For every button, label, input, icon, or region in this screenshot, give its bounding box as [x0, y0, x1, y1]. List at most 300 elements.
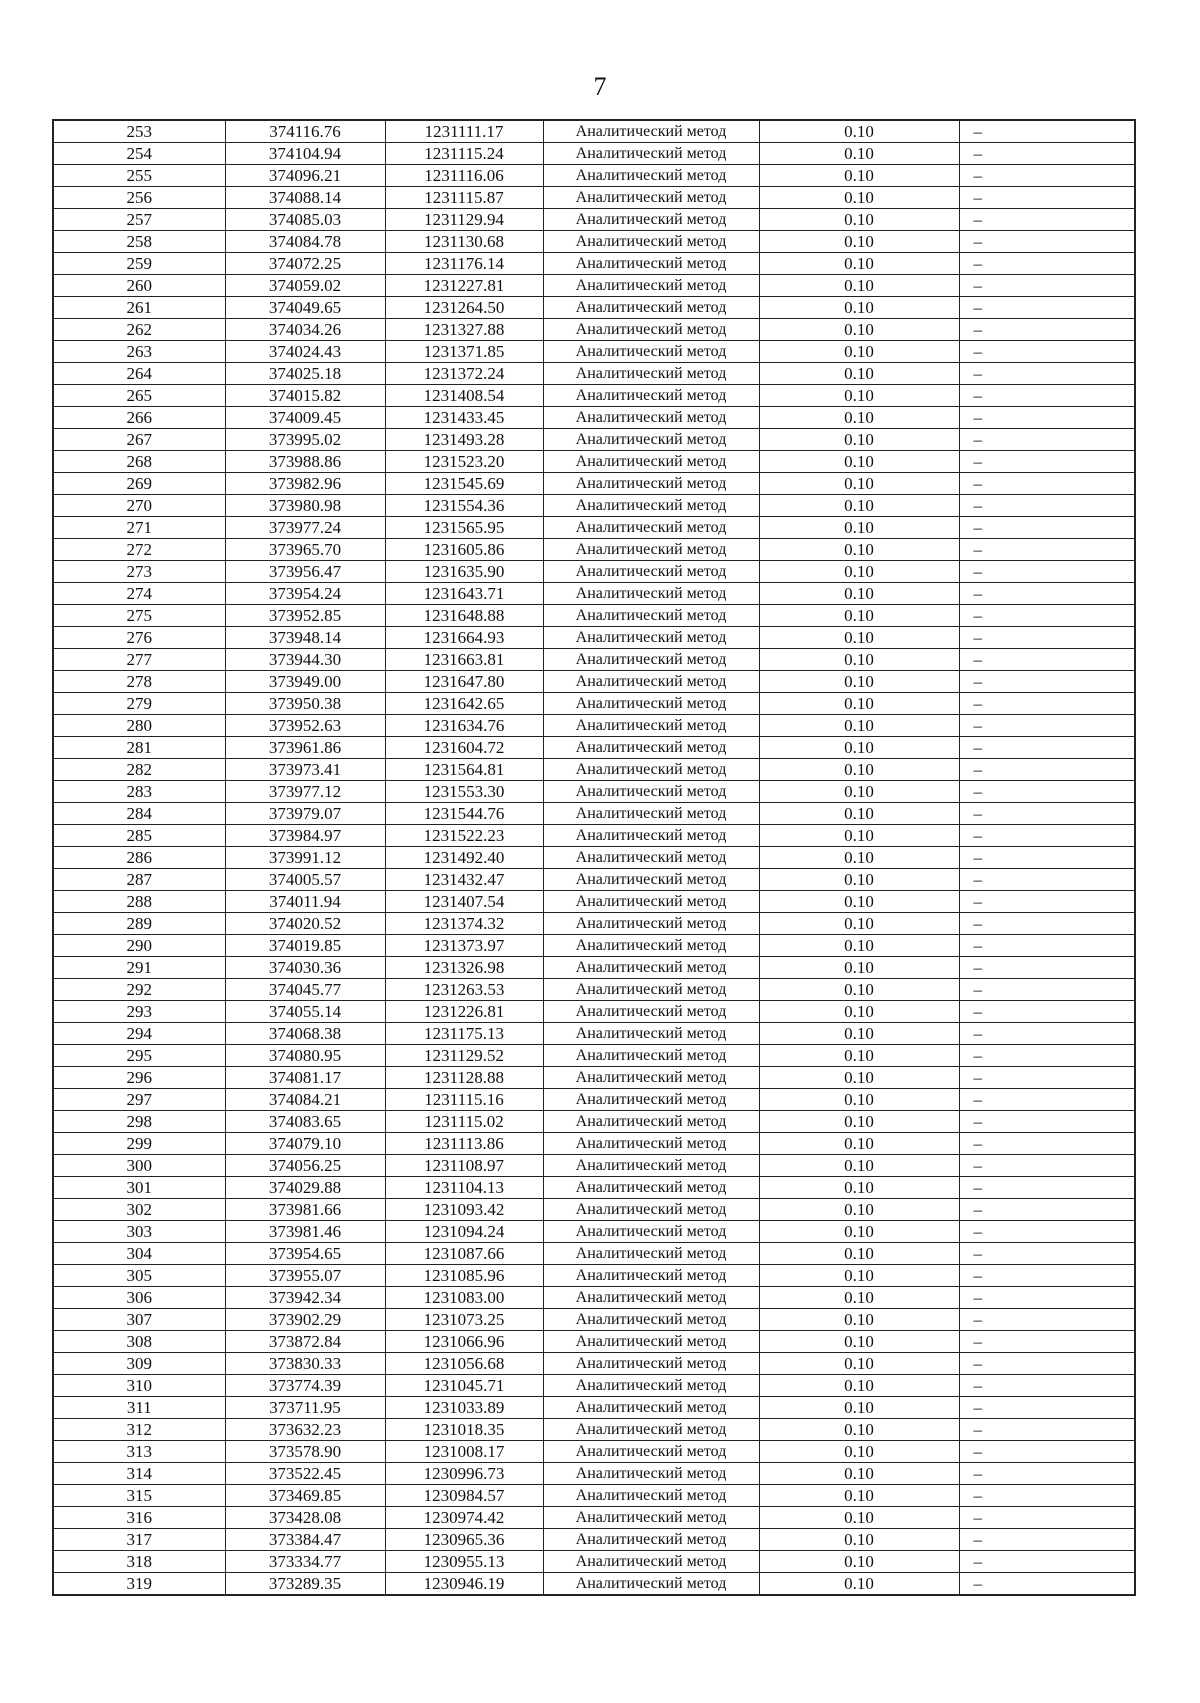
- x-coordinate-cell: 373973.41: [225, 759, 385, 781]
- y-coordinate-cell: 1231094.24: [385, 1221, 543, 1243]
- point-number-cell: 307: [53, 1309, 225, 1331]
- x-coordinate-cell: 373774.39: [225, 1375, 385, 1397]
- precision-cell: 0.10: [759, 1023, 959, 1045]
- note-cell: –: [959, 187, 1135, 209]
- y-coordinate-cell: 1231093.42: [385, 1199, 543, 1221]
- x-coordinate-cell: 374019.85: [225, 935, 385, 957]
- precision-cell: 0.10: [759, 143, 959, 165]
- point-number-cell: 294: [53, 1023, 225, 1045]
- table-row: [53, 583, 1135, 605]
- point-number-cell: 314: [53, 1463, 225, 1485]
- note-cell: –: [959, 429, 1135, 451]
- x-coordinate-cell: 373952.63: [225, 715, 385, 737]
- point-number-cell: 306: [53, 1287, 225, 1309]
- x-coordinate-cell: 373902.29: [225, 1309, 385, 1331]
- method-cell: Аналитический метод: [543, 1155, 759, 1177]
- method-cell: Аналитический метод: [543, 120, 759, 143]
- table-row: [53, 1551, 1135, 1573]
- x-coordinate-cell: 374015.82: [225, 385, 385, 407]
- method-cell: Аналитический метод: [543, 825, 759, 847]
- precision-cell: 0.10: [759, 517, 959, 539]
- x-coordinate-cell: 373830.33: [225, 1353, 385, 1375]
- precision-cell: 0.10: [759, 1485, 959, 1507]
- x-coordinate-cell: 374049.65: [225, 297, 385, 319]
- precision-cell: 0.10: [759, 1573, 959, 1596]
- table-row: [53, 825, 1135, 847]
- point-number-cell: 303: [53, 1221, 225, 1243]
- point-number-cell: 257: [53, 209, 225, 231]
- method-cell: Аналитический метод: [543, 385, 759, 407]
- table-row: [53, 231, 1135, 253]
- table-row: [53, 847, 1135, 869]
- y-coordinate-cell: 1231523.20: [385, 451, 543, 473]
- note-cell: –: [959, 451, 1135, 473]
- x-coordinate-cell: 374059.02: [225, 275, 385, 297]
- y-coordinate-cell: 1231129.94: [385, 209, 543, 231]
- y-coordinate-cell: 1231408.54: [385, 385, 543, 407]
- note-cell: –: [959, 715, 1135, 737]
- note-cell: –: [959, 341, 1135, 363]
- point-number-cell: 261: [53, 297, 225, 319]
- x-coordinate-cell: 374081.17: [225, 1067, 385, 1089]
- point-number-cell: 289: [53, 913, 225, 935]
- note-cell: –: [959, 1001, 1135, 1023]
- note-cell: –: [959, 1573, 1135, 1596]
- precision-cell: 0.10: [759, 120, 959, 143]
- precision-cell: 0.10: [759, 473, 959, 495]
- x-coordinate-cell: 373522.45: [225, 1463, 385, 1485]
- y-coordinate-cell: 1231407.54: [385, 891, 543, 913]
- method-cell: Аналитический метод: [543, 143, 759, 165]
- x-coordinate-cell: 374116.76: [225, 120, 385, 143]
- x-coordinate-cell: 374009.45: [225, 407, 385, 429]
- note-cell: –: [959, 385, 1135, 407]
- note-cell: –: [959, 1331, 1135, 1353]
- method-cell: Аналитический метод: [543, 1133, 759, 1155]
- precision-cell: 0.10: [759, 1045, 959, 1067]
- x-coordinate-cell: 373982.96: [225, 473, 385, 495]
- x-coordinate-cell: 373632.23: [225, 1419, 385, 1441]
- precision-cell: 0.10: [759, 385, 959, 407]
- method-cell: Аналитический метод: [543, 319, 759, 341]
- x-coordinate-cell: 374085.03: [225, 209, 385, 231]
- note-cell: –: [959, 473, 1135, 495]
- method-cell: Аналитический метод: [543, 473, 759, 495]
- x-coordinate-cell: 373954.24: [225, 583, 385, 605]
- point-number-cell: 315: [53, 1485, 225, 1507]
- table-row: [53, 693, 1135, 715]
- method-cell: Аналитический метод: [543, 913, 759, 935]
- note-cell: –: [959, 1353, 1135, 1375]
- point-number-cell: 319: [53, 1573, 225, 1596]
- coordinates-table: [52, 119, 1136, 1596]
- y-coordinate-cell: 1231371.85: [385, 341, 543, 363]
- y-coordinate-cell: 1231113.86: [385, 1133, 543, 1155]
- table-row: [53, 759, 1135, 781]
- note-cell: –: [959, 1485, 1135, 1507]
- note-cell: –: [959, 1045, 1135, 1067]
- method-cell: Аналитический метод: [543, 1089, 759, 1111]
- method-cell: Аналитический метод: [543, 451, 759, 473]
- point-number-cell: 269: [53, 473, 225, 495]
- table-row: [53, 627, 1135, 649]
- table-row: [53, 253, 1135, 275]
- method-cell: Аналитический метод: [543, 341, 759, 363]
- table-row: [53, 143, 1135, 165]
- y-coordinate-cell: 1231634.76: [385, 715, 543, 737]
- y-coordinate-cell: 1231115.24: [385, 143, 543, 165]
- x-coordinate-cell: 374011.94: [225, 891, 385, 913]
- point-number-cell: 316: [53, 1507, 225, 1529]
- point-number-cell: 284: [53, 803, 225, 825]
- y-coordinate-cell: 1230984.57: [385, 1485, 543, 1507]
- table-row: [53, 495, 1135, 517]
- precision-cell: 0.10: [759, 407, 959, 429]
- note-cell: –: [959, 1441, 1135, 1463]
- precision-cell: 0.10: [759, 1067, 959, 1089]
- method-cell: Аналитический метод: [543, 187, 759, 209]
- precision-cell: 0.10: [759, 671, 959, 693]
- precision-cell: 0.10: [759, 957, 959, 979]
- y-coordinate-cell: 1230996.73: [385, 1463, 543, 1485]
- precision-cell: 0.10: [759, 847, 959, 869]
- x-coordinate-cell: 373979.07: [225, 803, 385, 825]
- precision-cell: 0.10: [759, 1551, 959, 1573]
- precision-cell: 0.10: [759, 693, 959, 715]
- method-cell: Аналитический метод: [543, 275, 759, 297]
- x-coordinate-cell: 373981.46: [225, 1221, 385, 1243]
- x-coordinate-cell: 373711.95: [225, 1397, 385, 1419]
- y-coordinate-cell: 1231565.95: [385, 517, 543, 539]
- method-cell: Аналитический метод: [543, 165, 759, 187]
- point-number-cell: 275: [53, 605, 225, 627]
- note-cell: –: [959, 891, 1135, 913]
- x-coordinate-cell: 374005.57: [225, 869, 385, 891]
- precision-cell: 0.10: [759, 649, 959, 671]
- note-cell: –: [959, 1309, 1135, 1331]
- y-coordinate-cell: 1231493.28: [385, 429, 543, 451]
- table-row: [53, 539, 1135, 561]
- method-cell: Аналитический метод: [543, 847, 759, 869]
- table-row: [53, 803, 1135, 825]
- note-cell: –: [959, 759, 1135, 781]
- method-cell: Аналитический метод: [543, 1221, 759, 1243]
- precision-cell: 0.10: [759, 1397, 959, 1419]
- note-cell: –: [959, 1199, 1135, 1221]
- note-cell: –: [959, 209, 1135, 231]
- table-row: [53, 1133, 1135, 1155]
- method-cell: Аналитический метод: [543, 209, 759, 231]
- method-cell: Аналитический метод: [543, 363, 759, 385]
- point-number-cell: 291: [53, 957, 225, 979]
- y-coordinate-cell: 1231083.00: [385, 1287, 543, 1309]
- y-coordinate-cell: 1231605.86: [385, 539, 543, 561]
- precision-cell: 0.10: [759, 231, 959, 253]
- precision-cell: 0.10: [759, 1331, 959, 1353]
- table-row: [53, 1573, 1135, 1596]
- point-number-cell: 309: [53, 1353, 225, 1375]
- y-coordinate-cell: 1231373.97: [385, 935, 543, 957]
- x-coordinate-cell: 374030.36: [225, 957, 385, 979]
- precision-cell: 0.10: [759, 935, 959, 957]
- point-number-cell: 277: [53, 649, 225, 671]
- x-coordinate-cell: 373289.35: [225, 1573, 385, 1596]
- point-number-cell: 271: [53, 517, 225, 539]
- precision-cell: 0.10: [759, 1155, 959, 1177]
- note-cell: –: [959, 297, 1135, 319]
- point-number-cell: 295: [53, 1045, 225, 1067]
- precision-cell: 0.10: [759, 803, 959, 825]
- table-row: [53, 1463, 1135, 1485]
- x-coordinate-cell: 373334.77: [225, 1551, 385, 1573]
- y-coordinate-cell: 1231545.69: [385, 473, 543, 495]
- y-coordinate-cell: 1231033.89: [385, 1397, 543, 1419]
- method-cell: Аналитический метод: [543, 1397, 759, 1419]
- precision-cell: 0.10: [759, 1243, 959, 1265]
- y-coordinate-cell: 1231544.76: [385, 803, 543, 825]
- table-row: [53, 1309, 1135, 1331]
- precision-cell: 0.10: [759, 297, 959, 319]
- precision-cell: 0.10: [759, 451, 959, 473]
- method-cell: Аналитический метод: [543, 1507, 759, 1529]
- table-row: [53, 605, 1135, 627]
- precision-cell: 0.10: [759, 561, 959, 583]
- x-coordinate-cell: 373954.65: [225, 1243, 385, 1265]
- table-row: [53, 1199, 1135, 1221]
- note-cell: –: [959, 1463, 1135, 1485]
- note-cell: –: [959, 561, 1135, 583]
- y-coordinate-cell: 1231642.65: [385, 693, 543, 715]
- y-coordinate-cell: 1231522.23: [385, 825, 543, 847]
- note-cell: –: [959, 539, 1135, 561]
- note-cell: –: [959, 495, 1135, 517]
- point-number-cell: 300: [53, 1155, 225, 1177]
- x-coordinate-cell: 374034.26: [225, 319, 385, 341]
- y-coordinate-cell: 1231108.97: [385, 1155, 543, 1177]
- table-row: [53, 1023, 1135, 1045]
- point-number-cell: 265: [53, 385, 225, 407]
- y-coordinate-cell: 1231554.36: [385, 495, 543, 517]
- table-row: [53, 363, 1135, 385]
- table-row: [53, 1155, 1135, 1177]
- table-row: [53, 275, 1135, 297]
- method-cell: Аналитический метод: [543, 495, 759, 517]
- precision-cell: 0.10: [759, 1441, 959, 1463]
- method-cell: Аналитический метод: [543, 605, 759, 627]
- y-coordinate-cell: 1231227.81: [385, 275, 543, 297]
- point-number-cell: 267: [53, 429, 225, 451]
- y-coordinate-cell: 1231073.25: [385, 1309, 543, 1331]
- point-number-cell: 268: [53, 451, 225, 473]
- precision-cell: 0.10: [759, 539, 959, 561]
- table-row: [53, 165, 1135, 187]
- method-cell: Аналитический метод: [543, 803, 759, 825]
- y-coordinate-cell: 1231130.68: [385, 231, 543, 253]
- table-row: [53, 319, 1135, 341]
- precision-cell: 0.10: [759, 583, 959, 605]
- point-number-cell: 311: [53, 1397, 225, 1419]
- table-row: [53, 1089, 1135, 1111]
- table-row: [53, 1067, 1135, 1089]
- x-coordinate-cell: 373965.70: [225, 539, 385, 561]
- table-row: [53, 1111, 1135, 1133]
- table-row: [53, 957, 1135, 979]
- table-row: [53, 1331, 1135, 1353]
- y-coordinate-cell: 1231226.81: [385, 1001, 543, 1023]
- x-coordinate-cell: 373991.12: [225, 847, 385, 869]
- note-cell: –: [959, 1089, 1135, 1111]
- point-number-cell: 253: [53, 120, 225, 143]
- point-number-cell: 297: [53, 1089, 225, 1111]
- y-coordinate-cell: 1231111.17: [385, 120, 543, 143]
- table-row: [53, 979, 1135, 1001]
- point-number-cell: 296: [53, 1067, 225, 1089]
- table-row: [53, 671, 1135, 693]
- table-row: [53, 187, 1135, 209]
- note-cell: –: [959, 693, 1135, 715]
- note-cell: –: [959, 231, 1135, 253]
- point-number-cell: 273: [53, 561, 225, 583]
- table-row: [53, 561, 1135, 583]
- precision-cell: 0.10: [759, 1375, 959, 1397]
- point-number-cell: 276: [53, 627, 225, 649]
- note-cell: –: [959, 517, 1135, 539]
- x-coordinate-cell: 374104.94: [225, 143, 385, 165]
- precision-cell: 0.10: [759, 759, 959, 781]
- point-number-cell: 317: [53, 1529, 225, 1551]
- method-cell: Аналитический метод: [543, 979, 759, 1001]
- y-coordinate-cell: 1231115.16: [385, 1089, 543, 1111]
- point-number-cell: 282: [53, 759, 225, 781]
- point-number-cell: 278: [53, 671, 225, 693]
- table-row: [53, 385, 1135, 407]
- point-number-cell: 293: [53, 1001, 225, 1023]
- precision-cell: 0.10: [759, 869, 959, 891]
- y-coordinate-cell: 1231432.47: [385, 869, 543, 891]
- point-number-cell: 259: [53, 253, 225, 275]
- x-coordinate-cell: 373944.30: [225, 649, 385, 671]
- table-row: [53, 913, 1135, 935]
- y-coordinate-cell: 1231087.66: [385, 1243, 543, 1265]
- point-number-cell: 286: [53, 847, 225, 869]
- point-number-cell: 308: [53, 1331, 225, 1353]
- note-cell: –: [959, 869, 1135, 891]
- x-coordinate-cell: 374029.88: [225, 1177, 385, 1199]
- method-cell: Аналитический метод: [543, 869, 759, 891]
- note-cell: –: [959, 1221, 1135, 1243]
- method-cell: Аналитический метод: [543, 1001, 759, 1023]
- y-coordinate-cell: 1231647.80: [385, 671, 543, 693]
- note-cell: –: [959, 407, 1135, 429]
- x-coordinate-cell: 373984.97: [225, 825, 385, 847]
- point-number-cell: 302: [53, 1199, 225, 1221]
- precision-cell: 0.10: [759, 1265, 959, 1287]
- x-coordinate-cell: 374072.25: [225, 253, 385, 275]
- method-cell: Аналитический метод: [543, 715, 759, 737]
- method-cell: Аналитический метод: [543, 1353, 759, 1375]
- y-coordinate-cell: 1231664.93: [385, 627, 543, 649]
- y-coordinate-cell: 1231327.88: [385, 319, 543, 341]
- y-coordinate-cell: 1231128.88: [385, 1067, 543, 1089]
- y-coordinate-cell: 1231492.40: [385, 847, 543, 869]
- precision-cell: 0.10: [759, 1507, 959, 1529]
- method-cell: Аналитический метод: [543, 1331, 759, 1353]
- table-row: [53, 517, 1135, 539]
- point-number-cell: 262: [53, 319, 225, 341]
- note-cell: –: [959, 1551, 1135, 1573]
- table-row: [53, 1265, 1135, 1287]
- table-row: [53, 649, 1135, 671]
- method-cell: Аналитический метод: [543, 1243, 759, 1265]
- precision-cell: 0.10: [759, 1199, 959, 1221]
- y-coordinate-cell: 1231604.72: [385, 737, 543, 759]
- method-cell: Аналитический метод: [543, 935, 759, 957]
- point-number-cell: 285: [53, 825, 225, 847]
- point-number-cell: 298: [53, 1111, 225, 1133]
- y-coordinate-cell: 1231175.13: [385, 1023, 543, 1045]
- table-row: [53, 1375, 1135, 1397]
- point-number-cell: 274: [53, 583, 225, 605]
- method-cell: Аналитический метод: [543, 781, 759, 803]
- point-number-cell: 279: [53, 693, 225, 715]
- x-coordinate-cell: 373961.86: [225, 737, 385, 759]
- table-row: [53, 1485, 1135, 1507]
- point-number-cell: 287: [53, 869, 225, 891]
- method-cell: Аналитический метод: [543, 1375, 759, 1397]
- table-row: [53, 1529, 1135, 1551]
- x-coordinate-cell: 373952.85: [225, 605, 385, 627]
- note-cell: –: [959, 120, 1135, 143]
- precision-cell: 0.10: [759, 781, 959, 803]
- table-row: [53, 1441, 1135, 1463]
- y-coordinate-cell: 1230955.13: [385, 1551, 543, 1573]
- y-coordinate-cell: 1231374.32: [385, 913, 543, 935]
- point-number-cell: 312: [53, 1419, 225, 1441]
- x-coordinate-cell: 373981.66: [225, 1199, 385, 1221]
- y-coordinate-cell: 1231635.90: [385, 561, 543, 583]
- point-number-cell: 283: [53, 781, 225, 803]
- note-cell: –: [959, 957, 1135, 979]
- precision-cell: 0.10: [759, 737, 959, 759]
- x-coordinate-cell: 374096.21: [225, 165, 385, 187]
- method-cell: Аналитический метод: [543, 1023, 759, 1045]
- x-coordinate-cell: 373384.47: [225, 1529, 385, 1551]
- method-cell: Аналитический метод: [543, 583, 759, 605]
- y-coordinate-cell: 1231553.30: [385, 781, 543, 803]
- x-coordinate-cell: 373955.07: [225, 1265, 385, 1287]
- point-number-cell: 305: [53, 1265, 225, 1287]
- x-coordinate-cell: 373428.08: [225, 1507, 385, 1529]
- method-cell: Аналитический метод: [543, 1111, 759, 1133]
- point-number-cell: 288: [53, 891, 225, 913]
- point-number-cell: 263: [53, 341, 225, 363]
- precision-cell: 0.10: [759, 341, 959, 363]
- y-coordinate-cell: 1231263.53: [385, 979, 543, 1001]
- note-cell: –: [959, 319, 1135, 341]
- note-cell: –: [959, 913, 1135, 935]
- x-coordinate-cell: 373872.84: [225, 1331, 385, 1353]
- table-row: [53, 781, 1135, 803]
- note-cell: –: [959, 935, 1135, 957]
- x-coordinate-cell: 373977.24: [225, 517, 385, 539]
- table-row: [53, 1045, 1135, 1067]
- table-row: [53, 715, 1135, 737]
- method-cell: Аналитический метод: [543, 627, 759, 649]
- y-coordinate-cell: 1231129.52: [385, 1045, 543, 1067]
- y-coordinate-cell: 1231115.02: [385, 1111, 543, 1133]
- precision-cell: 0.10: [759, 1089, 959, 1111]
- x-coordinate-cell: 373948.14: [225, 627, 385, 649]
